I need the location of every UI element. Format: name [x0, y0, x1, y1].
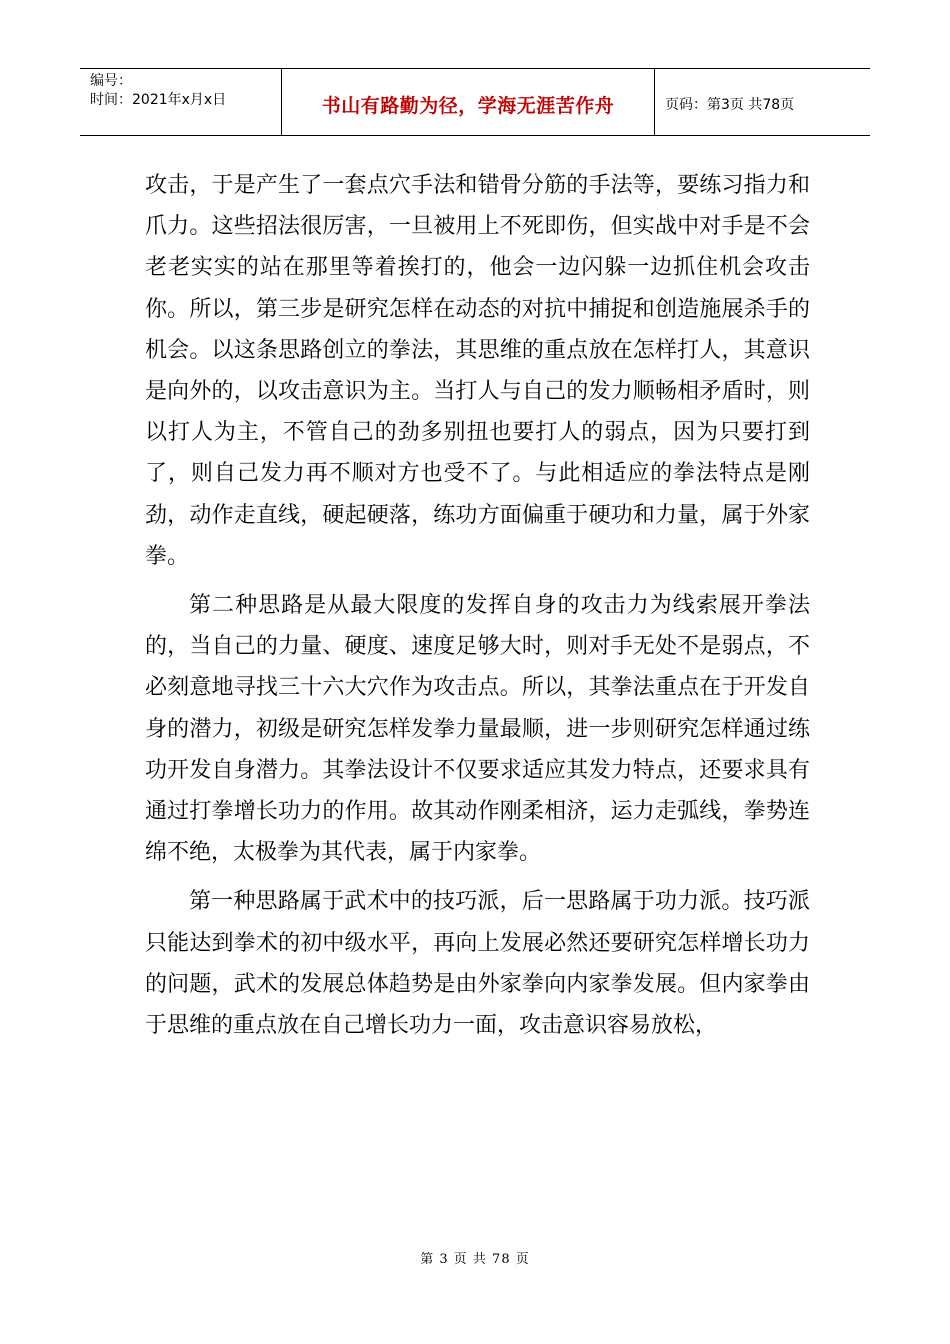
- page-footer: 第 3 页 共 78 页: [420, 1252, 530, 1267]
- header-meta: [80, 69, 282, 135]
- document-body: [145, 165, 810, 1046]
- document-number-label: 编号：: [90, 73, 132, 89]
- paragraph: 第二种思路是从最大限度的发挥自身的攻击力为线索展开拳法的，当自己的力量、硬度、速度足够大时，则对手无处不是弱点，不必刻意地寻找三十六大穴作为攻击点。所以，其拳法重点在于开发自身的潜力，初级是研究怎样发拳力量最顺，进一步则研究怎样通过练功开发自身潜力。其拳法设计不仅要求适应其发力特点，还要求具有通过打拳增长功力的作用。故其动作刚柔相济，运力走弧线，拳势连绵不绝，太极拳为其代表，属于内家拳。: [145, 593, 810, 866]
- header-motto: 书山有路勤为径，学海无涯苦作舟: [321, 94, 615, 117]
- header-page-number: 页码：第3页 共78页: [665, 97, 795, 113]
- paragraph-continued: 攻击，于是产生了一套点穴手法和错骨分筋的手法等，要练习指力和爪力。这些招法很厉害，一旦被用上不死即伤，但实战中对手是不会老老实实的站在那里等着挨打的，他会一边闪躲一边抓住机会攻击你。所以，第三步是研究怎样在动态的对抗中捕捉和创造施展杀手的机会。以这条思路创立的拳法，其思维的重点放在怎样打人，其意识是向外的，以攻击意识为主。当打人与自己的发力顺畅相矛盾时，则以打人为主，不管自己的劲多别扭也要打人的弱点，因为只要打到了，则自己发力再不顺对方也受不了。与此相适应的拳法特点是刚劲，动作走直线，硬起硬落，练功方面偏重于硬功和力量，属于外家拳。: [145, 173, 810, 569]
- header-page-cell: [655, 69, 870, 135]
- header-motto-cell: [282, 69, 655, 135]
- paragraph: 第一种思路属于武术中的技巧派，后一思路属于功力派。技巧派只能达到拳术的初中级水平，再向上发展必然还要研究怎样增长功力的问题，武术的发展总体趋势是由外家拳向内家拳发展。但内家拳由于思维的重点放在自己增长功力一面，攻击意识容易放松，: [145, 889, 810, 1039]
- page-header: [80, 68, 870, 136]
- document-date-label: 时间：2021年x月x日: [90, 92, 227, 108]
